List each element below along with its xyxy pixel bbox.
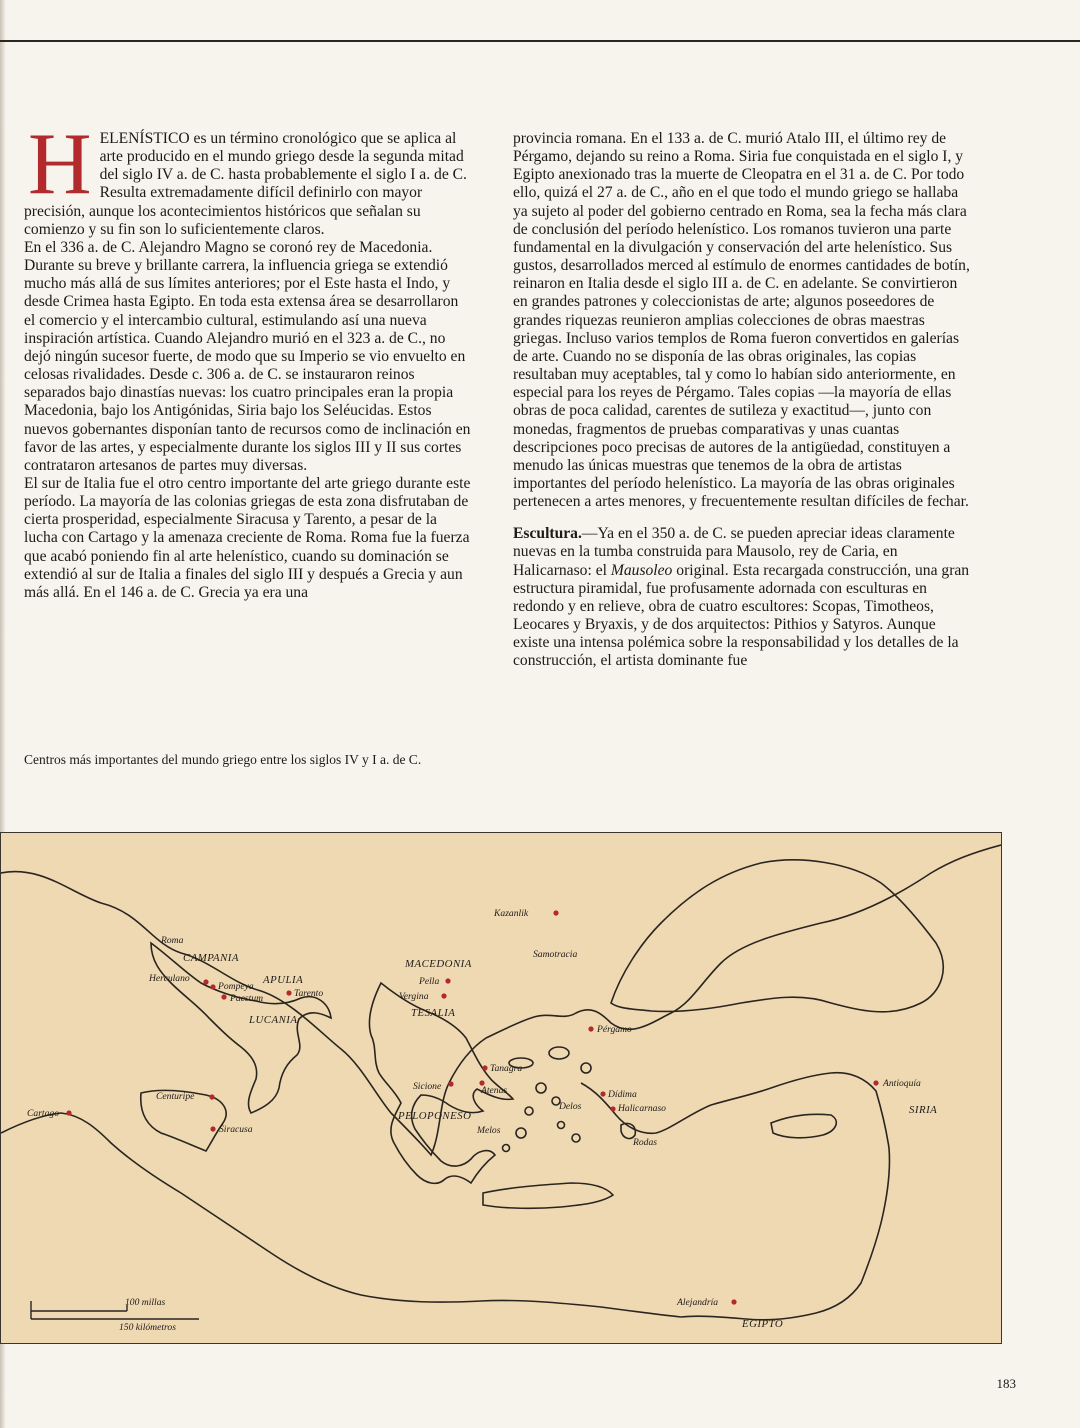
label-siracusa: Siracusa (219, 1124, 253, 1135)
section-heading: Escultura. (513, 525, 582, 543)
label-herculano: Herculano (149, 973, 190, 984)
marker-tanagra (482, 1065, 487, 1070)
label-vergina: Vergina (399, 991, 429, 1002)
label-didima: Dídima (608, 1089, 637, 1100)
label-paestum: Paestum (230, 993, 264, 1004)
label-pergamo: Pérgamo (597, 1024, 632, 1035)
city-labels (27, 908, 921, 1308)
coastline-italy (151, 943, 331, 1113)
mausoleo-term: Mausoleo (610, 561, 673, 579)
map-svg (1, 833, 1001, 1343)
label-macedonia: MACEDONIA (405, 958, 472, 970)
scale-bar (31, 1297, 199, 1333)
coastline-black-sea (611, 860, 943, 1012)
marker-pella (445, 978, 450, 983)
label-tesalia: TESALIA (411, 1007, 456, 1019)
text-column-right (513, 130, 971, 671)
text-column-left (24, 116, 472, 602)
label-kazanlik: Kazanlik (494, 908, 529, 919)
marker-pergamo (588, 1026, 593, 1031)
label-atenas: Atenas (481, 1085, 508, 1096)
label-peloponeso: PELOPONESO (398, 1110, 472, 1122)
marker-paestum (221, 994, 226, 999)
label-lucania: LUCANIA (249, 1014, 298, 1026)
label-halicarnaso: Halicarnaso (618, 1103, 666, 1114)
label-pompeya: Pompeya (218, 981, 254, 992)
city-markers (66, 910, 878, 1304)
marker-didima (600, 1091, 605, 1096)
marker-alejandria (731, 1299, 736, 1304)
label-pella: Pella (419, 976, 440, 987)
map-greek-world (0, 832, 1002, 1344)
label-melos: Melos (477, 1125, 501, 1136)
page-number: 183 (996, 1376, 1016, 1391)
label-tanagra: Tanagra (490, 1063, 523, 1074)
intro-paragraph (24, 116, 472, 239)
section-text-2: original. Esta recargada construcción, una gran estructura piramidal, fue profusamente adornada con esculturas en redondo y en relieve, obra de cuatro escultores: Scopas, Timotheos, Leocares y Bryaxis, y de dos arquitectos: Pithios y Satyros. Aunque existe una intensa polémica sobre la responsabilidad y los detalles de la construcción, el artista dominante fue (513, 561, 970, 670)
paragraph-roma: provincia romana. En el 133 a. de C. murió Atalo III, el último rey de Pérgamo, dejando su reino a Roma. Siria fue conquistada en el siglo I, y Egipto anexionado tras la muerte de Cleopatra en el 31 a. de C. Por todo ello, quizá el 27 a. de C., año en el que todo el mundo griego se hallaba ya sujeto al poder del gobierno centrado en Roma, sea la fecha más clara de conclusión del período helenístico. Los romanos tuvieron una parte fundamental en la divulgación y conservación del arte helenístico. Sus gustos, desarrollados merced al estímulo de enormes cantidades de botín, reinaron en Italia desde el siglo III a. de C. en adelante. Se convirtieron en grandes patrones y coleccionistas de arte; algunos poseedores de grandes riquezas reunieron amplias colecciones de obras maestras griegas. Incluso varios templos de Roma fueron convertidos en galerías de arte. Cuando no se disponía de las obras originales, las copias resultaban muy aceptables, tal y como lo habían sido anteriormente, en especial para los reyes de Pérgamo. Tales copias —la mayoría de ellas obras de poca calidad, carentes de sutileza y exactitud—, junto con monedas, fragmentos de pruebas comparativas y unas cuantas descripciones poco precisas de autores de la antigüedad, constituyen a menudo las únicas muestras que tenemos de la obra de artistas importantes del período helenístico. La mayoría de las obras originales pertenecen a artes menores, y frecuentemente resultan difíciles de fechar. (513, 130, 970, 511)
section-text-1: —Ya en el 350 a. de C. se pueden apreciar ideas claramente nuevas en la tumba construida para Mausolo, rey de Caria, en Halicarnaso: el (513, 525, 955, 579)
label-siria: SIRIA (909, 1104, 938, 1116)
coastline-cyprus (771, 1114, 836, 1138)
marker-pompeya (210, 984, 215, 989)
coastline-north-africa (1, 1113, 681, 1317)
label-tarento: Tarento (294, 988, 324, 999)
marker-antioquia (873, 1080, 878, 1085)
intro-text: ELENÍSTICO es un término cronológico que se aplica al arte producido en el mundo griego desde la segunda mitad del siglo IV a. de C. hasta probablemente el siglo I a. de C. Resulta extremadamente difícil definirlo con mayor precisión, aunque los acontecimientos históricos que señalan su comienzo y su fin son lo suficientemente claros. (24, 130, 467, 238)
marker-sicione (448, 1081, 453, 1086)
coastline-crete (483, 1183, 613, 1208)
label-egipto: EGIPTO (742, 1318, 784, 1330)
label-delos: Delos (559, 1101, 582, 1112)
label-rodas: Rodas (633, 1137, 657, 1148)
label-centuripe: Centuripe (156, 1091, 195, 1102)
marker-centuripe (209, 1094, 214, 1099)
label-samotracia: Samotracia (533, 949, 578, 960)
marker-halicarnaso (610, 1106, 615, 1111)
label-antioquia: Antioquía (883, 1078, 921, 1089)
paragraph-italia: El sur de Italia fue el otro centro importante del arte griego durante este período. La mayoría de las colonias griegas de esta zona disfrutaban de cierta prosperidad, especialmente Siracusa y Tarento, a pesar de la lucha con Cartago y la amenaza creciente de Roma. Roma fue la fuerza que acabó poniendo fin al arte helenístico, cuando su dominación se extendió al sur de Italia a finales del siglo III y después a Grecia y aun más allá. En el 146 a. de C. Grecia ya era una (24, 474, 471, 601)
paragraph-alejandro: En el 336 a. de C. Alejandro Magno se coronó rey de Macedonia. Durante su breve y brillante carrera, la influencia griega se extendió mucho más allá de sus límites anteriores; por el Este hasta el Indo, y desde Crimea hasta Egipto. En toda esta extensa área se desarrollaron el comercio y el intercambio cultural, estimulando así una nueva inspiración artística. Cuando Alejandro murió en el 323 a. de C., no dejó ningún sucesor fuerte, de modo que su Imperio se vio envuelto en celosas rivalidades. Desde c. 306 a. de C. se instauraron reinos separados bajo dinastías nuevas: los cuatro principales eran la propia Macedonia, bajo los Antigónidas, Siria bajo los Seléucidas. Estos nuevos gobernantes disponían tanto de recursos como de inclinación en favor de las artes, y especialmente durante los siglos III y II sus cortes contrataron artesanos de partes muy diversas. (24, 238, 471, 474)
label-campania: CAMPANIA (183, 952, 239, 964)
marker-siracusa (210, 1126, 215, 1131)
coastline-north (1, 845, 1001, 1155)
scale-miles: 100 millas (125, 1297, 166, 1308)
scale-km: 150 kilómetros (119, 1322, 176, 1333)
marker-vergina (441, 993, 446, 998)
drop-cap: H (28, 116, 92, 213)
label-roma: Roma (161, 935, 184, 946)
marker-tarento (286, 990, 291, 995)
label-sicione: Sicione (413, 1081, 442, 1092)
section-escultura (513, 525, 971, 670)
label-cartago: Cartago (27, 1108, 59, 1119)
label-apulia: APULIA (263, 974, 304, 986)
map-caption: Centros más importantes del mundo griego entre los siglos IV y I a. de C. (24, 752, 422, 767)
marker-herculano (203, 979, 208, 984)
marker-cartago (66, 1110, 71, 1115)
label-alejandria: Alejandría (677, 1297, 719, 1308)
top-rule (0, 40, 1080, 42)
region-labels (183, 952, 937, 1330)
marker-kazanlik (553, 910, 558, 915)
